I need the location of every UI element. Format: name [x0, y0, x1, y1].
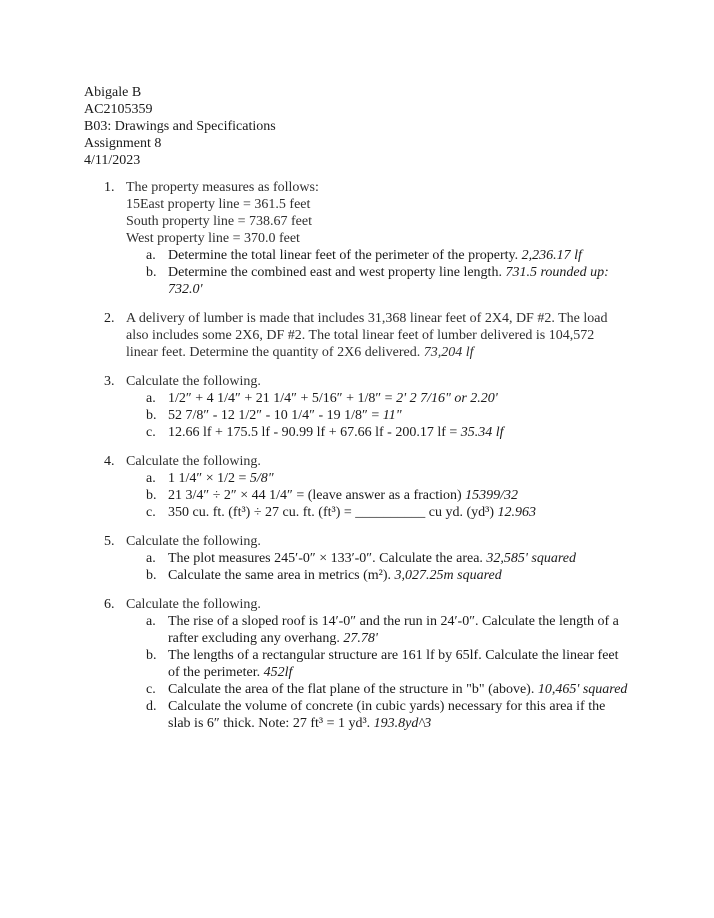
question-text — [126, 310, 628, 361]
answer: 3,027.25m squared — [391, 568, 502, 583]
question-4 — [84, 453, 628, 521]
sub-question — [126, 504, 628, 521]
question-line: Calculate the following. — [126, 374, 261, 389]
question-2 — [84, 310, 628, 361]
question-3 — [84, 373, 628, 441]
sub-question — [126, 698, 628, 732]
question-number: 2. — [104, 311, 115, 326]
sub-letter: b. — [146, 488, 157, 503]
answer: 11" — [379, 408, 402, 423]
sub-text: 52 7/8″ - 12 1/2″ - 10 1/4″ - 19 1/8″ = — [168, 408, 380, 423]
answer: 193.8yd^3 — [370, 716, 432, 731]
student-name: Abigale B — [84, 85, 142, 100]
question-number: 1. — [104, 180, 115, 195]
answer: 2' 2 7/16" or 2.20' — [392, 391, 498, 406]
question-5 — [84, 533, 628, 584]
question-number: 3. — [104, 374, 115, 389]
answer: 35.34 lf — [457, 425, 504, 440]
question-body: A delivery of lumber is made that includes 31,368 linear feet of 2X4, DF #2. The load also includes some 2X6, DF #2. The total linear feet of lumber delivered is 104,572 linear feet. Determine the quantity of 2X6 delivered. — [126, 311, 608, 360]
question-line: 15East property line = 361.5 feet — [126, 197, 311, 212]
sub-letter: b. — [146, 265, 157, 280]
sub-text: 1 1/4″ × 1/2 = — [168, 471, 247, 486]
sub-letter: d. — [146, 699, 157, 714]
sub-text: Calculate the same area in metrics (m²). — [168, 568, 392, 583]
question-number: 4. — [104, 454, 115, 469]
answer: 10,465' squared — [534, 682, 628, 697]
sub-text: 12.66 lf + 175.5 lf - 90.99 lf + 67.66 lf - 200.17 lf = — [168, 425, 458, 440]
sub-question — [126, 613, 628, 647]
sub-letter: a. — [146, 614, 156, 629]
answer: 73,204 lf — [420, 345, 474, 360]
answer: 27.78' — [339, 631, 378, 646]
sub-question — [126, 681, 628, 698]
question-line: Calculate the following. — [126, 454, 261, 469]
question-line: The property measures as follows: — [126, 180, 319, 195]
sub-question — [126, 567, 628, 584]
question-number: 5. — [104, 534, 115, 549]
sub-text: The lengths of a rectangular structure are 161 lf by 65lf. Calculate the linear feet of the perimeter. — [168, 648, 619, 680]
sub-question — [126, 647, 628, 681]
sub-question — [126, 247, 628, 264]
answer: 12.963 — [494, 505, 536, 520]
answer: 452lf — [260, 665, 293, 680]
question-line: Calculate the following. — [126, 597, 261, 612]
sub-letter: a. — [146, 551, 156, 566]
answer: 15399/32 — [461, 488, 519, 503]
question-6 — [84, 596, 628, 732]
sub-text: 21 3/4″ ÷ 2″ × 44 1/4″ = (leave answer as a fraction) — [168, 488, 462, 503]
sub-question — [126, 264, 628, 298]
sub-letter: b. — [146, 648, 157, 663]
sub-question — [126, 424, 628, 441]
answer: 32,585' squared — [482, 551, 577, 566]
sub-text: Calculate the volume of concrete (in cubic yards) necessary for this area if the slab is 6″ thick. Note: 27 ft³ = 1 yd³. — [168, 699, 606, 731]
question-1 — [84, 179, 628, 298]
sub-question — [126, 390, 628, 407]
student-id: AC2105359 — [84, 102, 153, 117]
sub-text: The plot measures 245′-0″ × 133′-0″. Calculate the area. — [168, 551, 483, 566]
sub-text: The rise of a sloped roof is 14′-0″ and the run in 24′-0″. Calculate the length of a rafter excluding any overhang. — [168, 614, 619, 646]
sub-text: Determine the total linear feet of the perimeter of the property. — [168, 248, 519, 263]
sub-text: 1/2″ + 4 1/4″ + 21 1/4″ + 5/16″ + 1/8″ = — [168, 391, 393, 406]
sub-question — [126, 470, 628, 487]
question-number: 6. — [104, 597, 115, 612]
sub-letter: a. — [146, 391, 156, 406]
assignment-title: Assignment 8 — [84, 136, 162, 151]
question-line: Calculate the following. — [126, 534, 261, 549]
assignment-date: 4/11/2023 — [84, 153, 141, 168]
sub-letter: c. — [146, 682, 156, 697]
answer: 2,236.17 lf — [518, 248, 582, 263]
sub-question — [126, 487, 628, 504]
sub-text: Determine the combined east and west property line length. — [168, 265, 502, 280]
sub-letter: b. — [146, 408, 157, 423]
document-header — [84, 84, 628, 169]
sub-letter: a. — [146, 248, 156, 263]
sub-question — [126, 407, 628, 424]
answer: 5/8" — [246, 471, 274, 486]
sub-letter: c. — [146, 425, 156, 440]
question-line: West property line = 370.0 feet — [126, 231, 300, 246]
sub-text: Calculate the area of the flat plane of the structure in "b" (above). — [168, 682, 535, 697]
sub-text: 350 cu. ft. (ft³) ÷ 27 cu. ft. (ft³) = __________ cu yd. (yd³) — [168, 505, 494, 520]
course-title: B03: Drawings and Specifications — [84, 119, 276, 134]
sub-question — [126, 550, 628, 567]
question-list — [84, 179, 628, 732]
sub-letter: b. — [146, 568, 157, 583]
question-line: South property line = 738.67 feet — [126, 214, 312, 229]
sub-letter: a. — [146, 471, 156, 486]
answer: 731.5 rounded up: 732.0' — [168, 265, 609, 297]
sub-letter: c. — [146, 505, 156, 520]
